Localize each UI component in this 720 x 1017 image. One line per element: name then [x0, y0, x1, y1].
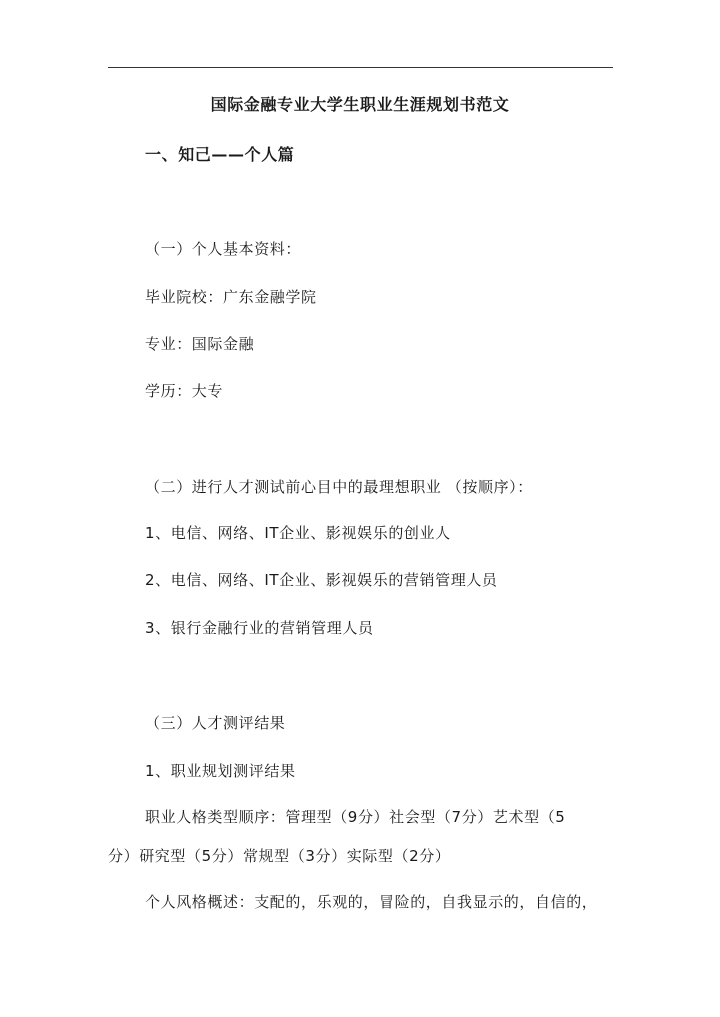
info-education: 学历：大专	[145, 382, 224, 400]
ideal-job-item: 1、电信、网络、IT企业、影视娱乐的创业人	[145, 524, 451, 542]
section-heading-know-yourself: 一、知己——个人篇	[145, 145, 295, 164]
subsection-heading-basic-info: （一）个人基本资料：	[145, 240, 302, 258]
ideal-job-item: 3、银行金融行业的营销管理人员	[145, 619, 374, 637]
info-school: 毕业院校：广东金融学院	[145, 288, 317, 306]
info-major: 专业：国际金融	[145, 335, 255, 353]
subsection-heading-test-results: （三）人才测评结果	[145, 714, 286, 732]
personality-order-line1: 职业人格类型顺序：管理型（9分）社会型（7分）艺术型（5	[145, 808, 566, 826]
header-rule	[108, 67, 613, 68]
subsection-heading-ideal-jobs: （二）进行人才测试前心目中的最理想职业 （按顺序）：	[145, 478, 533, 496]
ideal-job-item: 2、电信、网络、IT企业、影视娱乐的营销管理人员	[145, 571, 498, 589]
personality-overview: 个人风格概述：支配的，乐观的，冒险的，自我显示的，自信的，	[145, 893, 598, 911]
personality-order-line2: 分）研究型（5分）常规型（3分）实际型（2分）	[108, 847, 451, 865]
result-item-career-test: 1、职业规划测评结果	[145, 762, 296, 780]
document-title: 国际金融专业大学生职业生涯规划书范文	[210, 95, 510, 114]
